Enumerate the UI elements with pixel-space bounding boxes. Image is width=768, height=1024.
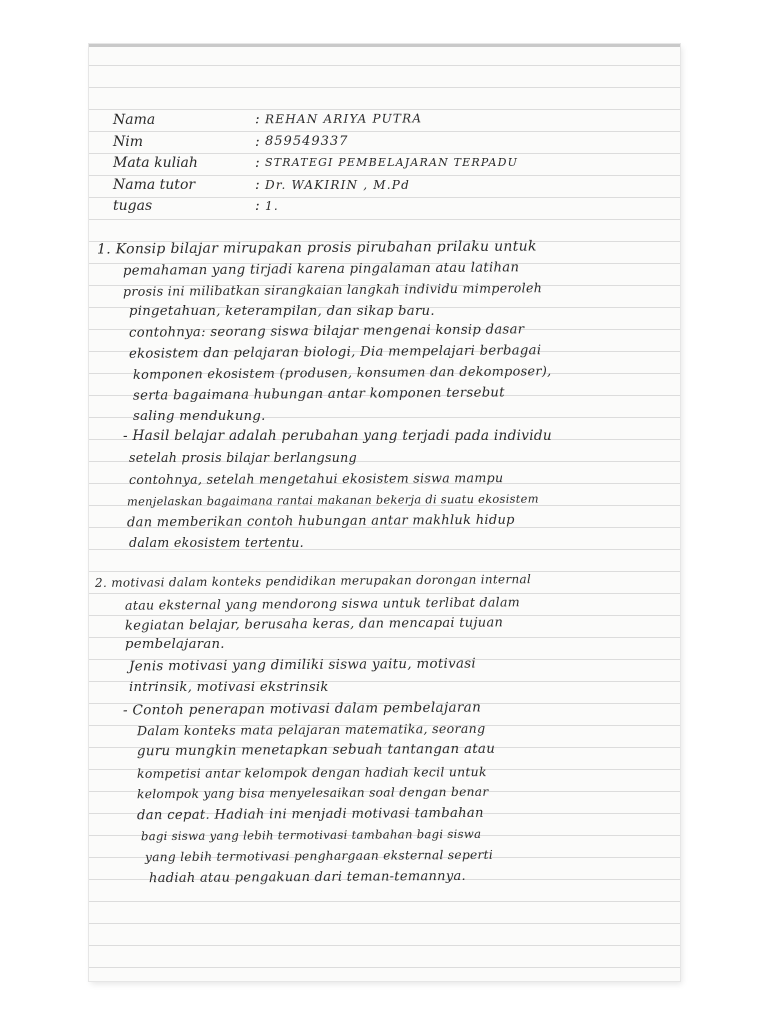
text-line: ekosistem dan pelajaran biologi, Dia mempelajari berbagai bbox=[128, 343, 542, 362]
mata-kuliah-label: Mata kuliah bbox=[113, 155, 198, 171]
text-line: guru mungkin menetapkan sebuah tantangan atau bbox=[136, 741, 496, 760]
text-line: kegiatan belajar, berusaha keras, dan mencapai tujuan bbox=[124, 615, 504, 634]
text-line: hadiah atau pengakuan dari teman-temannya. bbox=[148, 868, 467, 887]
text-line: menjelaskan bagaimana rantai makanan bekerja di suatu ekosistem bbox=[126, 491, 539, 509]
text-line: yang lebih termotivasi penghargaan eksternal seperti bbox=[144, 847, 494, 865]
notebook-page bbox=[89, 44, 680, 981]
colon: : bbox=[255, 134, 260, 150]
text-line: kelompok yang bisa menyelesaikan soal dengan benar bbox=[136, 784, 489, 802]
nim-value: 859549337 bbox=[265, 134, 349, 149]
text-line: - Contoh penerapan motivasi dalam pembelajaran bbox=[122, 699, 482, 719]
text-line: 1. Konsip bilajar mirupakan prosis pirubahan prilaku untuk bbox=[96, 238, 537, 258]
text-line: Dalam konteks mata pelajaran matematika, seorang bbox=[136, 720, 486, 739]
text-line: Jenis motivasi yang dimiliki siswa yaitu, motivasi bbox=[128, 656, 477, 675]
mata-kuliah-value: STRATEGI PEMBELAJARAN TERPADU bbox=[265, 156, 519, 169]
colon: : bbox=[255, 198, 260, 214]
text-line: intrinsik, motivasi ekstrinsik bbox=[129, 680, 329, 695]
colon: : bbox=[255, 155, 260, 171]
text-line: - Hasil belajar adalah perubahan yang terjadi pada individu bbox=[123, 428, 552, 444]
text-line: dalam ekosistem tertentu. bbox=[129, 535, 304, 550]
text-line: prosis ini milibatkan sirangkaian langkah individu mimperoleh bbox=[122, 280, 543, 299]
nim-label: Nim bbox=[113, 134, 144, 150]
text-line: saling mendukung. bbox=[133, 409, 266, 424]
text-line: komponen ekosistem (produsen, konsumen dan dekomposer), bbox=[132, 364, 552, 383]
text-line: serta bagaimana hubungan antar komponen tersebut bbox=[132, 385, 505, 404]
text-line: atau eksternal yang mendorong siswa untuk terlibat dalam bbox=[124, 594, 521, 613]
text-line: contohnya, setelah mengetahui ekosistem siswa mampu bbox=[128, 470, 504, 487]
text-line: setelah prosis bilajar berlangsung bbox=[129, 450, 357, 465]
text-line: bagi siswa yang lebih termotivasi tambahan bagi siswa bbox=[140, 826, 482, 844]
text-line: contohnya: seorang siswa bilajar mengenai konsip dasar bbox=[128, 322, 525, 341]
text-line: pingetahuan, keterampilan, dan sikap baru. bbox=[129, 304, 435, 319]
text-line: 2. motivasi dalam konteks pendidikan merupakan dorongan internal bbox=[94, 572, 532, 590]
colon: : bbox=[254, 111, 260, 128]
tutor-label: Nama tutor bbox=[113, 177, 196, 193]
tugas-value: 1. bbox=[265, 199, 279, 213]
nama-value: REHAN ARIYA PUTRA bbox=[264, 111, 423, 127]
text-line: pemahaman yang tirjadi karena pingalaman atau latihan bbox=[122, 260, 520, 279]
text-line: dan memberikan contoh hubungan antar makhluk hidup bbox=[126, 512, 515, 531]
colon: : bbox=[255, 177, 260, 193]
tugas-label: tugas bbox=[113, 198, 153, 214]
nama-label: Nama bbox=[112, 111, 156, 128]
text-line: kompetisi antar kelompok dengan hadiah kecil untuk bbox=[136, 764, 487, 781]
text-line: pembelajaran. bbox=[125, 637, 225, 652]
tutor-value: Dr. WAKIRIN , M.Pd bbox=[265, 178, 410, 192]
text-line: dan cepat. Hadiah ini menjadi motivasi tambahan bbox=[136, 805, 484, 824]
